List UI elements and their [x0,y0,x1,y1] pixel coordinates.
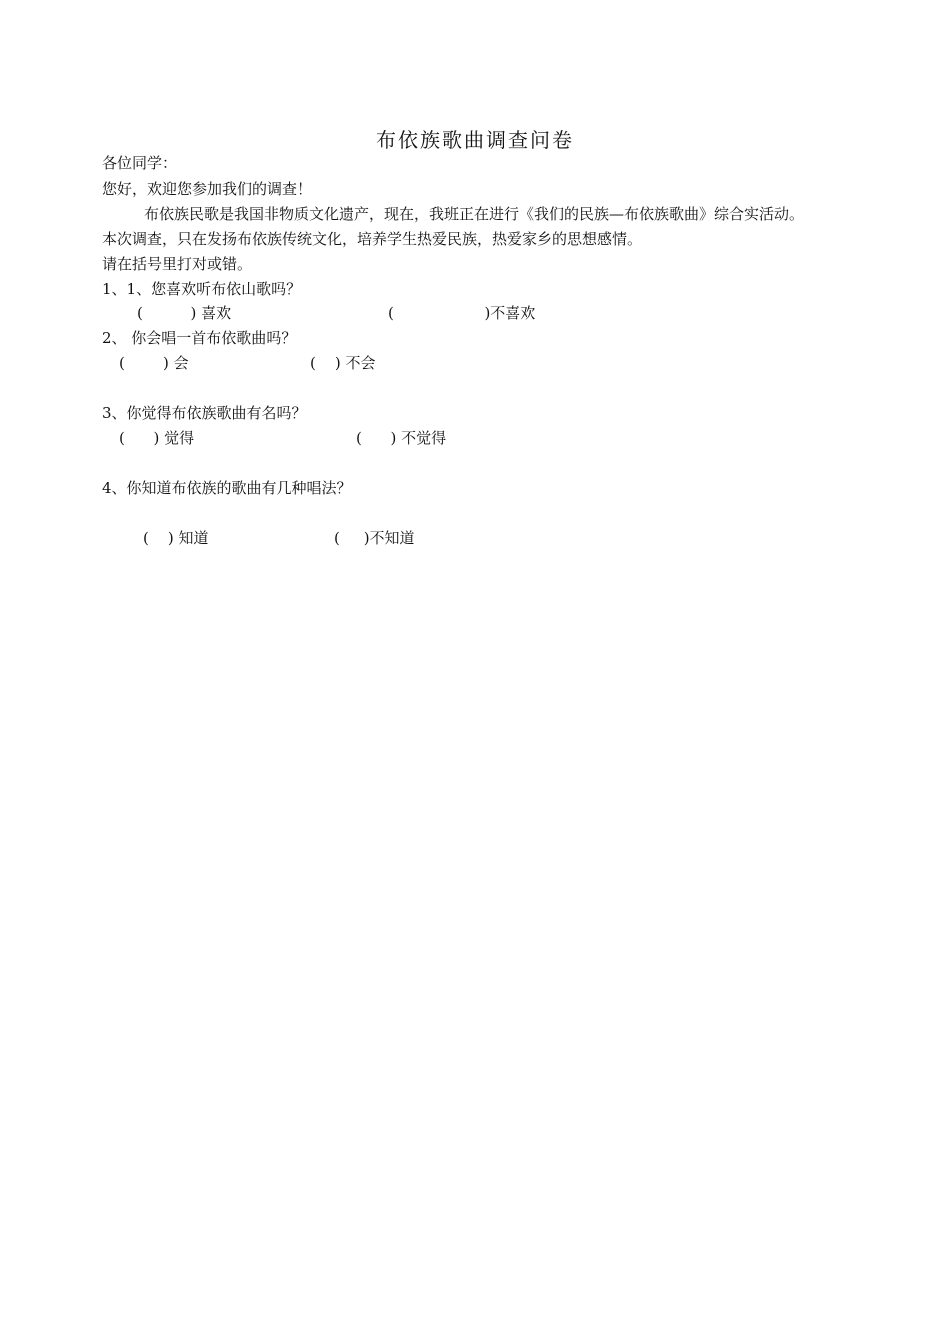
question-2: 2、 你会唱一首布依歌曲吗？ [102,329,297,347]
instruction-text: 请在括号里打对或错。 [102,255,253,273]
intro-paragraph-line-2: 本次调查，只在发扬布依族传统文化，培养学生热爱民族，热爱家乡的思想感情。 [102,230,643,248]
greeting: 各位同学： [102,154,178,172]
question-3-option-yes[interactable]: ( ) 觉得 [119,429,195,447]
question-3: 3、你觉得布依族歌曲有名吗？ [102,404,307,422]
question-1-option-dislike[interactable]: ( )不喜欢 [388,304,536,322]
question-2-option-yes[interactable]: ( ) 会 [119,354,189,372]
page-title: 布依族歌曲调查问卷 [376,128,574,152]
question-3-option-no[interactable]: ( ) 不觉得 [356,429,447,447]
intro-paragraph-line-1: 布依族民歌是我国非物质文化遗产，现在，我班正在进行《我们的民族—布依族歌曲》综合实活动。 [144,205,805,223]
question-2-option-no[interactable]: ( ) 不会 [310,354,376,372]
question-1-option-like[interactable]: ( ) 喜欢 [137,304,232,322]
question-4-option-no[interactable]: ( )不知道 [334,529,415,547]
question-1: 1、1、您喜欢听布依山歌吗？ [102,280,302,298]
welcome-text: 您好，欢迎您参加我们的调查！ [102,180,313,198]
question-4-option-yes[interactable]: ( ) 知道 [143,529,209,547]
question-4: 4、你知道布依族的歌曲有几种唱法？ [102,479,352,497]
